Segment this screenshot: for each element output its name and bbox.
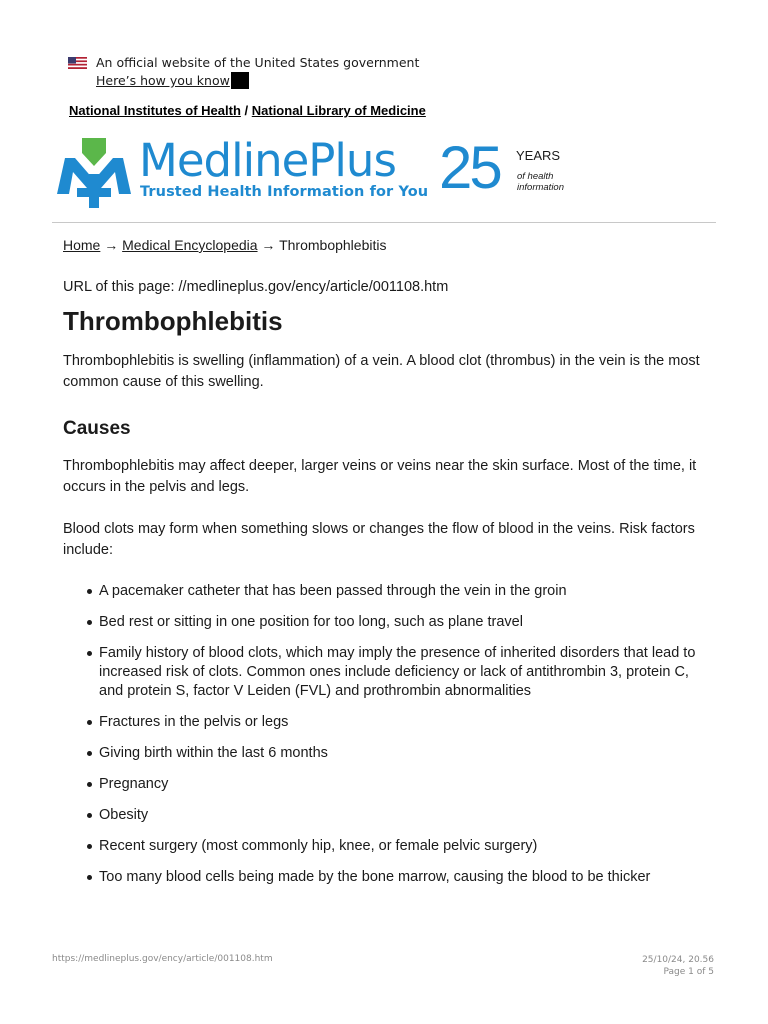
medlineplus-emblem-icon — [55, 138, 133, 208]
anniversary-subtext: of health information — [517, 171, 564, 193]
agency-separator: / — [240, 103, 252, 118]
official-website-text: An official website of the United States government — [96, 55, 420, 70]
list-item — [63, 613, 713, 632]
footer-page-number: Page 1 of 5 — [663, 967, 714, 977]
list-item-text: Recent surgery (most commonly hip, knee, or female pelvic surgery) — [99, 838, 538, 854]
redacted-box — [231, 72, 249, 89]
gov-banner — [68, 55, 419, 89]
list-item-text: Pregnancy — [99, 776, 169, 792]
page-title: Thrombophlebitis — [63, 306, 283, 336]
causes-paragraph-2: Blood clots may form when something slows or changes the flow of blood in the veins. Risk factors include: — [63, 521, 695, 558]
intro-paragraph: Thrombophlebitis is swelling (inflammation) of a vein. A blood clot (thrombus) in the vein is the most common cause of this swelling. — [63, 353, 700, 390]
footer-datetime: 25/10/24, 20.56 — [642, 955, 714, 965]
breadcrumb-arrow: → — [100, 237, 123, 253]
list-item-text: Bed rest or sitting in one position for too long, such as plane travel — [99, 614, 523, 630]
anniversary-number: 25 — [439, 134, 500, 201]
list-item-text: Family history of blood clots, which may imply the presence of inherited disorders that lead to increased risk of clots. Common ones include deficiency or lack of antithrombin 3, protein C, and protein S, factor V Leiden (FVL) and prothrombin abnormalities — [99, 645, 696, 699]
list-item — [63, 868, 713, 887]
bullet-icon — [87, 620, 92, 625]
breadcrumb-encyclopedia-link[interactable]: Medical Encyclopedia — [122, 237, 258, 253]
list-item — [63, 713, 713, 732]
bullet-icon — [87, 751, 92, 756]
how-you-know-link[interactable]: Here’s how you know — [96, 73, 230, 88]
bullet-icon — [87, 720, 92, 725]
header-divider — [52, 222, 716, 223]
agency-line — [69, 103, 426, 118]
bullet-icon — [87, 813, 92, 818]
bullet-icon — [87, 651, 92, 656]
anniversary-years: YEARS — [516, 148, 561, 163]
nih-link[interactable]: National Institutes of Health — [69, 103, 241, 118]
list-item-text: Obesity — [99, 807, 149, 823]
nlm-link[interactable]: National Library of Medicine — [251, 103, 426, 118]
bullet-icon — [87, 844, 92, 849]
bullet-icon — [87, 875, 92, 880]
medlineplus-logo[interactable] — [55, 134, 575, 208]
breadcrumb-arrow: → — [257, 237, 280, 253]
list-item — [63, 837, 713, 856]
list-item — [63, 644, 713, 701]
footer-meta — [642, 954, 714, 978]
causes-paragraph-1: Thrombophlebitis may affect deeper, larger veins or veins near the skin surface. Most of the time, it occurs in the pelvis and legs. — [63, 458, 697, 495]
breadcrumb-home-link[interactable]: Home — [63, 237, 101, 253]
bullet-icon — [87, 782, 92, 787]
breadcrumb — [63, 237, 386, 253]
list-item — [63, 806, 713, 825]
list-item-text: Fractures in the pelvis or legs — [99, 714, 289, 730]
list-item-text: Giving birth within the last 6 months — [99, 745, 328, 761]
footer-url: https://medlineplus.gov/ency/article/001108.htm — [52, 954, 273, 964]
bullet-icon — [87, 589, 92, 594]
causes-heading: Causes — [63, 418, 131, 439]
us-flag-icon — [68, 57, 87, 69]
breadcrumb-current: Thrombophlebitis — [279, 237, 387, 253]
risk-factors-list — [63, 582, 713, 899]
list-item — [63, 744, 713, 763]
list-item-text: A pacemaker catheter that has been passed through the vein in the groin — [99, 583, 567, 599]
logo-name: MedlinePlus — [139, 134, 396, 187]
logo-tagline: Trusted Health Information for You — [140, 184, 429, 200]
page-url-line: URL of this page: //medlineplus.gov/ency/article/001108.htm — [63, 279, 449, 295]
list-item — [63, 775, 713, 794]
list-item — [63, 582, 713, 601]
list-item-text: Too many blood cells being made by the bone marrow, causing the blood to be thicker — [99, 869, 651, 885]
